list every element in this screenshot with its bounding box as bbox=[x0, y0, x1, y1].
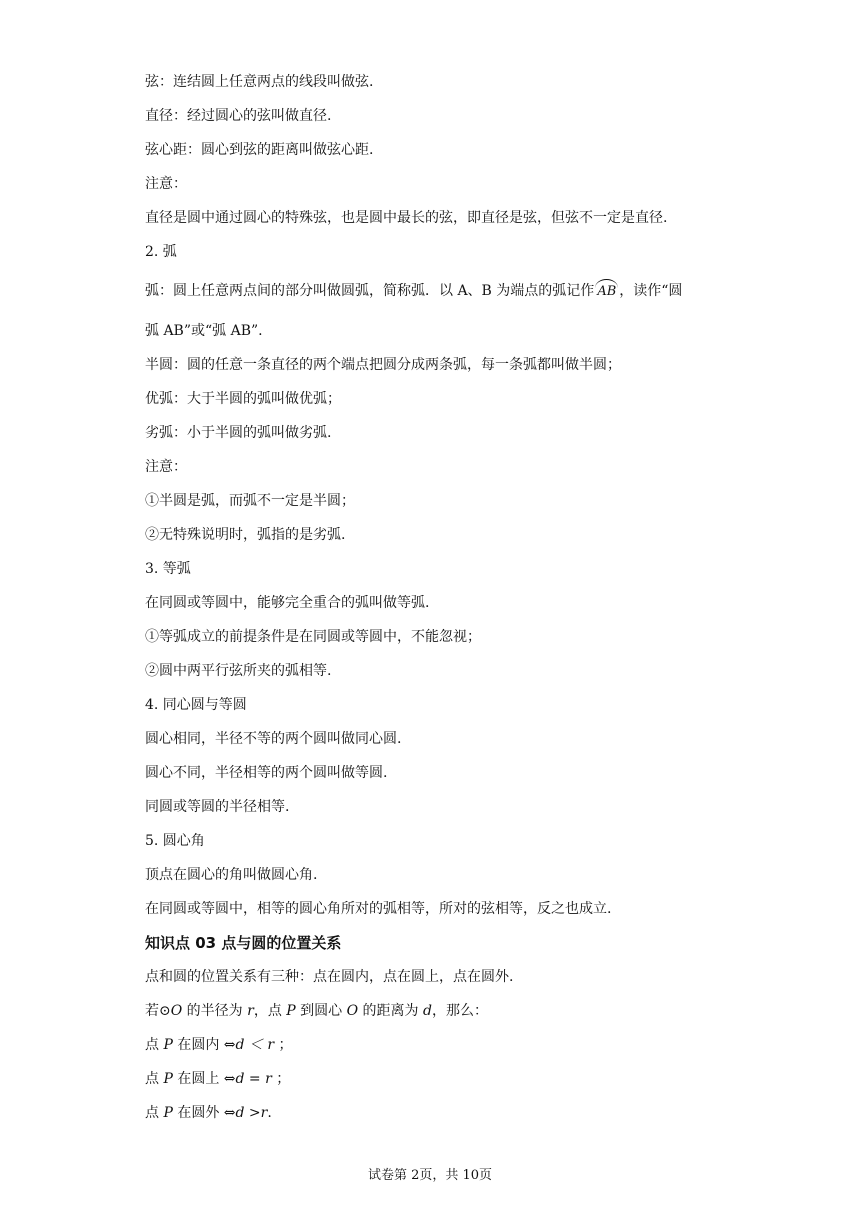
section-title-central-angle: 5. 圆心角 bbox=[145, 833, 205, 849]
definition-chord: 弦：连结圆上任意两点的线段叫做弦. bbox=[145, 74, 374, 90]
definition-semicircle: 半圆：圆的任意一条直径的两个端点把圆分成两条弧，每一条弧都叫做半圆； bbox=[145, 357, 621, 373]
condition-text: 在圆上 ⇔ bbox=[172, 1071, 236, 1087]
note-item-2: ②无特殊说明时，弧指的是劣弧. bbox=[145, 527, 346, 543]
definition-major-arc: 优弧：大于半圆的弧叫做优弧； bbox=[145, 391, 341, 407]
condition-text: 点 bbox=[145, 1037, 164, 1053]
var-r: r bbox=[247, 1003, 254, 1019]
condition-text: 在圆内 ⇔ bbox=[172, 1037, 236, 1053]
condition-text: 点 bbox=[145, 1071, 164, 1087]
section-title-concentric: 4. 同心圆与等圆 bbox=[145, 697, 247, 713]
definition-arc-reading: 弧 AB”或“弧 AB”. bbox=[145, 323, 263, 339]
condition-text: ； bbox=[274, 1037, 293, 1053]
var-o: O bbox=[170, 1003, 183, 1019]
var-d: d bbox=[423, 1003, 432, 1019]
setup-text: 若⊙ bbox=[145, 1003, 171, 1019]
setup-text: 的距离为 bbox=[358, 1003, 423, 1019]
var-p: P bbox=[163, 1037, 173, 1053]
point-outside-condition bbox=[145, 1103, 272, 1123]
var-p: P bbox=[163, 1105, 173, 1121]
position-relation-intro: 点和圆的位置关系有三种：点在圆内，点在圆上，点在圆外. bbox=[145, 969, 514, 985]
equal-arc-note-2: ②圆中两平行弦所夹的弧相等. bbox=[145, 663, 332, 679]
note-diameter: 直径是圆中通过圆心的特殊弦，也是圆中最长的弦，即直径是弦，但弦不一定是直径. bbox=[145, 210, 668, 226]
page-footer: 试卷第 2页，共 10页 bbox=[367, 1168, 493, 1183]
condition-text: . bbox=[267, 1105, 272, 1121]
definition-equal-circle: 圆心不同，半径相等的两个圆叫做等圆. bbox=[145, 765, 388, 781]
definition-central-angle: 顶点在圆心的角叫做圆心角. bbox=[145, 867, 318, 883]
section-title-equal-arc: 3. 等弧 bbox=[145, 561, 191, 577]
var-p: P bbox=[286, 1003, 296, 1019]
definition-equal-arc: 在同圆或等圆中，能够完全重合的弧叫做等弧. bbox=[145, 595, 430, 611]
condition-expression: d >r bbox=[235, 1105, 268, 1121]
setup-text: 的半径为 bbox=[182, 1003, 248, 1019]
section-title-arc: 2. 弧 bbox=[145, 244, 177, 260]
definition-arc bbox=[145, 281, 682, 302]
definition-arc-text: 弧：圆上任意两点间的部分叫做圆弧，简称弧．以 A、B 为端点的弧记作 bbox=[145, 283, 595, 299]
var-p: P bbox=[163, 1071, 173, 1087]
setup-text: ，那么： bbox=[431, 1003, 488, 1019]
central-angle-theorem: 在同圆或等圆中，相等的圆心角所对的弧相等，所对的弦相等，反之也成立. bbox=[145, 901, 612, 917]
definition-diameter: 直径：经过圆心的弦叫做直径. bbox=[145, 108, 332, 124]
definition-chord-distance: 弦心距：圆心到弦的距离叫做弦心距. bbox=[145, 142, 374, 158]
note-label: 注意： bbox=[145, 176, 187, 192]
knowledge-point-heading: 知识点 03 点与圆的位置关系 bbox=[145, 934, 342, 952]
equal-arc-note-1: ①等弧成立的前提条件是在同圆或等圆中，不能忽视； bbox=[145, 629, 481, 645]
setup-text: ，点 bbox=[253, 1003, 287, 1019]
arc-ab-symbol: AB bbox=[595, 282, 618, 302]
setup-text: 到圆心 bbox=[295, 1003, 347, 1019]
condition-text: 点 bbox=[145, 1105, 164, 1121]
condition-expression: d = r bbox=[235, 1071, 272, 1087]
point-inside-condition bbox=[145, 1035, 293, 1055]
note-item-1: ①半圆是弧，而弧不一定是半圆； bbox=[145, 493, 355, 509]
definition-concentric: 圆心相同，半径不等的两个圆叫做同心圆. bbox=[145, 731, 402, 747]
condition-text: ； bbox=[271, 1071, 291, 1087]
condition-text: 在圆外 ⇔ bbox=[172, 1105, 236, 1121]
note-label-2: 注意： bbox=[145, 459, 187, 475]
var-o: O bbox=[346, 1003, 359, 1019]
point-on-condition bbox=[145, 1069, 290, 1089]
condition-expression: d ＜ r bbox=[235, 1037, 275, 1053]
position-relation-setup bbox=[145, 1001, 488, 1021]
equal-radius-note: 同圆或等圆的半径相等. bbox=[145, 799, 290, 815]
definition-arc-text-cont: ，读作“圆 bbox=[619, 283, 683, 299]
definition-minor-arc: 劣弧：小于半圆的弧叫做劣弧. bbox=[145, 425, 332, 441]
